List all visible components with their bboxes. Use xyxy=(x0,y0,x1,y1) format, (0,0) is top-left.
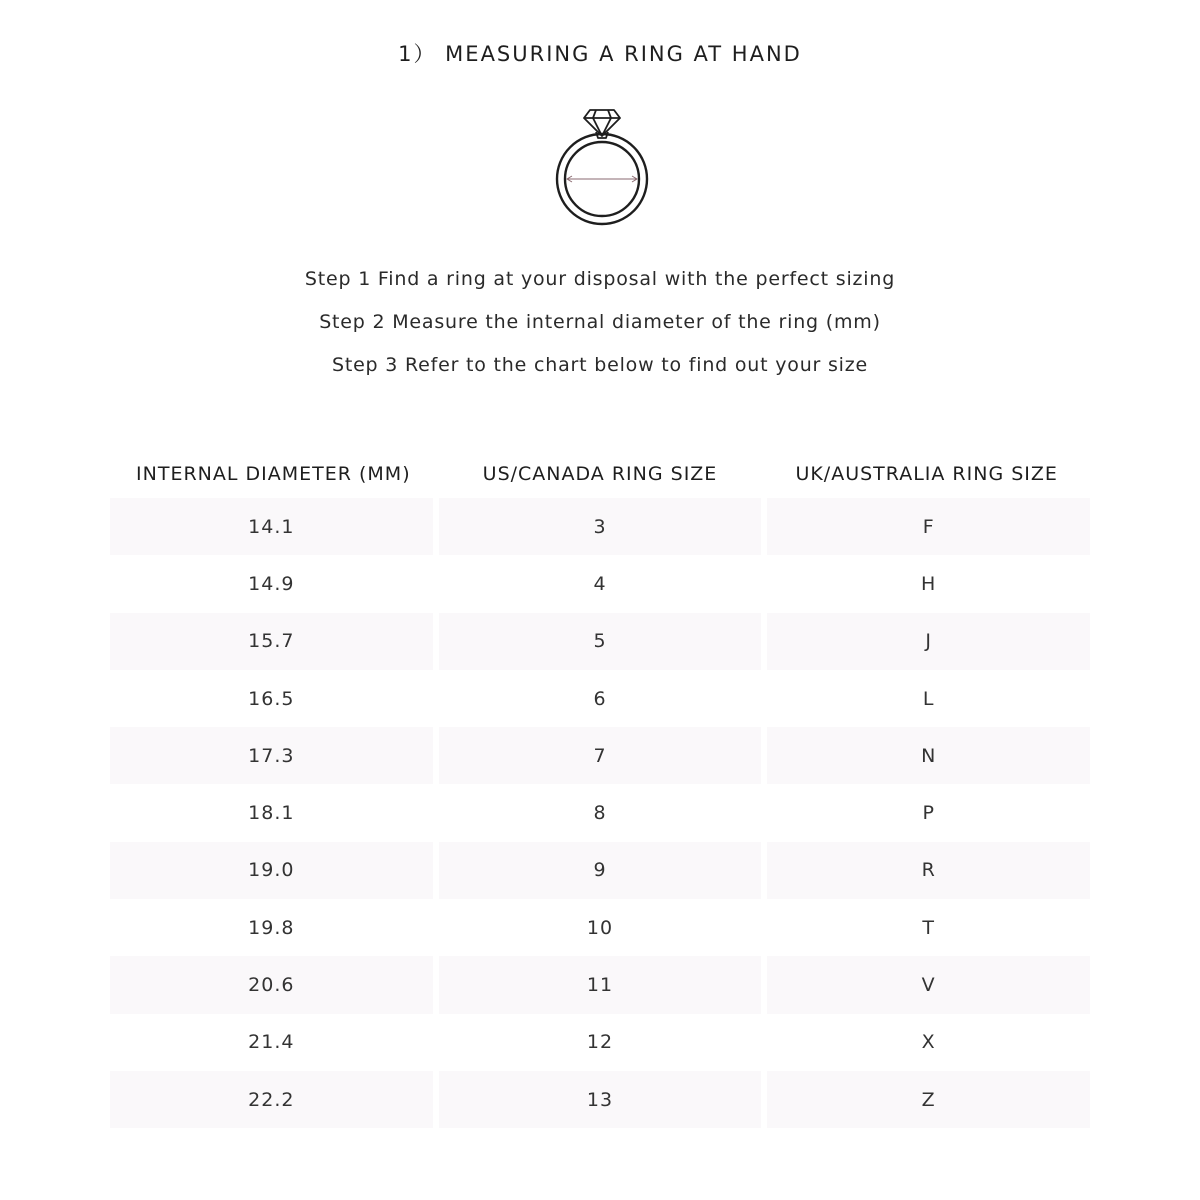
diameter-cell: 14.9 xyxy=(248,572,295,595)
diameter-cell: 20.6 xyxy=(110,956,433,1013)
us-size-cell: 13 xyxy=(439,1071,762,1128)
step-3: Step 3 Refer to the chart below to find out your size xyxy=(331,354,869,376)
table-row xyxy=(110,727,1090,784)
diameter-cell: 19.8 xyxy=(248,916,295,939)
us-size-cell: 4 xyxy=(593,572,607,595)
table-body xyxy=(110,498,1090,1128)
table-row xyxy=(110,670,1090,727)
table-row xyxy=(110,956,1090,1013)
table-row xyxy=(110,784,1090,841)
instruction-steps xyxy=(0,262,1200,391)
diameter-cell: 16.5 xyxy=(248,687,295,710)
uk-size-cell: J xyxy=(767,613,1090,670)
table-row xyxy=(110,555,1090,612)
table-row xyxy=(110,613,1090,670)
diameter-cell: 18.1 xyxy=(248,802,295,825)
diameter-cell: 21.4 xyxy=(248,1031,295,1054)
uk-size-cell: Z xyxy=(767,1071,1090,1128)
diameter-cell: 17.3 xyxy=(110,727,433,784)
uk-size-cell: F xyxy=(767,498,1090,555)
step-1: Step 1 Find a ring at your disposal with the perfect sizing xyxy=(304,268,896,290)
us-size-cell: 5 xyxy=(439,613,762,670)
us-size-cell: 10 xyxy=(586,916,614,939)
header-uk-australia-size: UK/AUSTRALIA RING SIZE xyxy=(795,463,1058,485)
us-size-cell: 6 xyxy=(593,687,607,710)
ring-size-table xyxy=(110,450,1090,1128)
us-size-cell: 11 xyxy=(439,956,762,1013)
diameter-cell: 15.7 xyxy=(110,613,433,670)
page-title: 1） MEASURING A RING AT HAND xyxy=(398,42,802,66)
table-row xyxy=(110,498,1090,555)
us-size-cell: 12 xyxy=(586,1031,614,1054)
diameter-cell: 22.2 xyxy=(110,1071,433,1128)
uk-size-cell: H xyxy=(921,572,937,595)
uk-size-cell: N xyxy=(767,727,1090,784)
step-2: Step 2 Measure the internal diameter of the ring (mm) xyxy=(319,311,881,333)
uk-size-cell: X xyxy=(921,1031,936,1054)
us-size-cell: 8 xyxy=(593,802,607,825)
header-internal-diameter: INTERNAL DIAMETER (MM) xyxy=(136,463,411,485)
diamond-ring-icon xyxy=(550,106,654,230)
header-us-canada-size: US/CANADA RING SIZE xyxy=(482,463,718,485)
table-row xyxy=(110,842,1090,899)
table-header xyxy=(110,450,1090,498)
uk-size-cell: L xyxy=(922,687,935,710)
uk-size-cell: T xyxy=(922,916,935,939)
table-row xyxy=(110,1014,1090,1071)
diameter-cell: 19.0 xyxy=(110,842,433,899)
uk-size-cell: P xyxy=(922,802,935,825)
us-size-cell: 7 xyxy=(439,727,762,784)
diameter-cell: 14.1 xyxy=(110,498,433,555)
table-row xyxy=(110,1071,1090,1128)
uk-size-cell: V xyxy=(767,956,1090,1013)
uk-size-cell: R xyxy=(767,842,1090,899)
us-size-cell: 3 xyxy=(439,498,762,555)
us-size-cell: 9 xyxy=(439,842,762,899)
table-row xyxy=(110,899,1090,956)
